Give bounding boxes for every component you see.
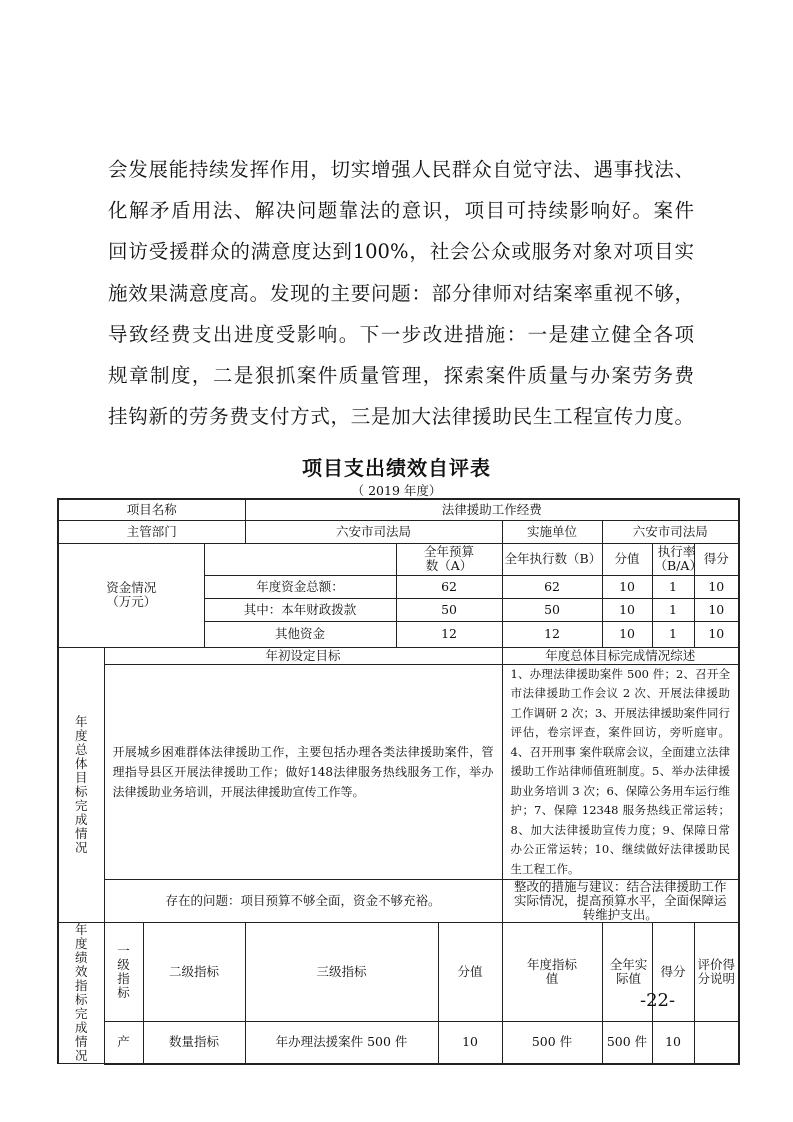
fund-row-score: 10 [694,621,739,647]
perf-header-level1 [104,923,143,1022]
fund-row-executed: 50 [502,598,602,621]
fund-row-label: 其他资金 [204,621,396,647]
fund-row-score-value: 10 [602,598,652,621]
fund-row-score: 10 [694,598,739,621]
fund-row-rate: 1 [652,575,694,598]
perf-header-target [502,923,602,1022]
goal-header-right: 年度总体目标完成情况综述 [502,647,739,664]
fund-label-unit: （万元） [106,594,157,609]
perf-header-level1-text: 一级指标 [117,943,130,1001]
perf-row-target: 500 件 [502,1022,602,1064]
fund-row-label: 其中：本年财政拨款 [204,598,396,621]
fund-label-line: 资金情况 [106,580,157,595]
perf-row [58,1022,739,1064]
goal-side-label-text: 年度总体目标完成情况 [74,713,88,855]
dept-label: 主管部门 [58,520,245,543]
header-score: 得分 [694,543,739,575]
paragraph-line: 会发展能持续发挥作用，切实增强人民群众自觉守法、遇事找法、 [108,158,694,181]
header-budget-text: 全年预算数（A） [424,544,475,573]
fund-row-label: 年度资金总额： [204,575,396,598]
perf-side-label [58,923,104,1064]
fund-row-rate: 1 [652,621,694,647]
problem-text: 存在的问题：项目预算不够全面，资金不够充裕。 [104,880,502,923]
goal-right-text: 1、办理法律援助案件 500 件；2、召开全市法律援助工作会议 2 次、开展法律援助工作调研 2 次；3、开展法律援助案件同行评估，卷宗评查，案件回访，旁听庭审。4、召开刑事 案件联席会议，全面建立法律援助工作站律师值班制度。5、举办法律援助业务培训 3 次；6、保障公务用车运行维护；7、保障 12348 服务热线正常运转；8、加大法律援助宣传力度；9、保障日常办公正常运转；10、继续做好法律援助民生工程工作。 [502,664,739,880]
body-paragraph [108,149,694,437]
fund-row-rate: 1 [652,598,694,621]
goal-side-label [58,647,104,923]
perf-row-level2: 数量指标 [143,1022,245,1064]
perf-row-score-value: 10 [438,1022,502,1064]
fund-row-score: 10 [694,575,739,598]
table-title: 项目支出绩效自评表 [302,456,491,480]
perf-header-actual-text: 全年实际值 [609,957,648,987]
fund-row-score-value: 10 [602,621,652,647]
fund-row-executed: 62 [502,575,602,598]
dept-value: 六安市司法局 [245,520,502,543]
perf-header-score-value: 分值 [438,923,502,1022]
paragraph-line: 回访受援群众的满意度达到100%，社会公众或服务对象对项目实 [108,240,694,264]
fund-row-budget: 50 [396,598,502,621]
perf-row-level1: 产 [104,1022,143,1064]
impl-value: 六安市司法局 [602,520,739,543]
perf-header-note: 评价得分说明 [694,923,739,1022]
perf-header-level3: 三级指标 [245,923,438,1022]
measure-text: 整改的措施与建议：结合法律援助工作实际情况，提高预算水平，全面保障运转维护支出。 [502,880,739,923]
fund-row-budget: 62 [396,575,502,598]
paragraph-line: 施效果满意度高。发现的主要问题：部分律师对结案率重视不够， [108,281,694,305]
table-subtitle: （ 2019 年度） [351,483,442,498]
paragraph-line: 挂钩新的劳务费支付方式，三是加大法律援助民生工程宣传力度。 [108,405,694,429]
header-rate-text: 执行率（B/A） [654,544,702,573]
fund-header-blank [204,543,396,575]
paragraph-line: 规章制度，二是狠抓案件质量管理，探索案件质量与办案劳务费 [108,363,694,387]
perf-row-note [694,1022,739,1064]
fund-row-executed: 12 [502,621,602,647]
project-name-label: 项目名称 [58,499,245,520]
perf-header-score: 得分 [652,923,694,1022]
paragraph-line: 化解矛盾用法、解决问题靠法的意识，项目可持续影响好。案件 [108,199,694,223]
page-number: -22- [640,990,676,1011]
perf-side-label-text: 年度绩效指标完成情况 [74,922,88,1063]
perf-header-level2: 二级指标 [143,923,245,1022]
header-executed: 全年执行数（B） [502,543,602,575]
paragraph-line: 导致经费支出进度受影响。下一步改进措施：一是建立健全各项 [108,322,694,346]
perf-row-actual: 500 件 [602,1022,652,1064]
fund-row-budget: 12 [396,621,502,647]
self-evaluation-table [57,498,740,1065]
header-rate [652,543,702,575]
project-name-value: 法律援助工作经费 [245,499,739,520]
goal-header-left: 年初设定目标 [104,647,502,664]
fund-label [58,543,204,647]
impl-label: 实施单位 [502,520,602,543]
perf-header-target-text: 年度指标值 [527,957,578,987]
fund-row-score-value: 10 [602,575,652,598]
header-budget [396,543,502,575]
goal-left-text: 开展城乡困难群体法律援助工作，主要包括办理各类法律援助案件，管理指导县区开展法律援助工作；做好148法律服务热线服务工作，举办法律援助业务培训，开展法律援助宣传工作等。 [104,664,502,880]
perf-row-level3: 年办理法援案件 500 件 [245,1022,438,1064]
header-score-value: 分值 [602,543,652,575]
perf-row-score: 10 [652,1022,694,1064]
